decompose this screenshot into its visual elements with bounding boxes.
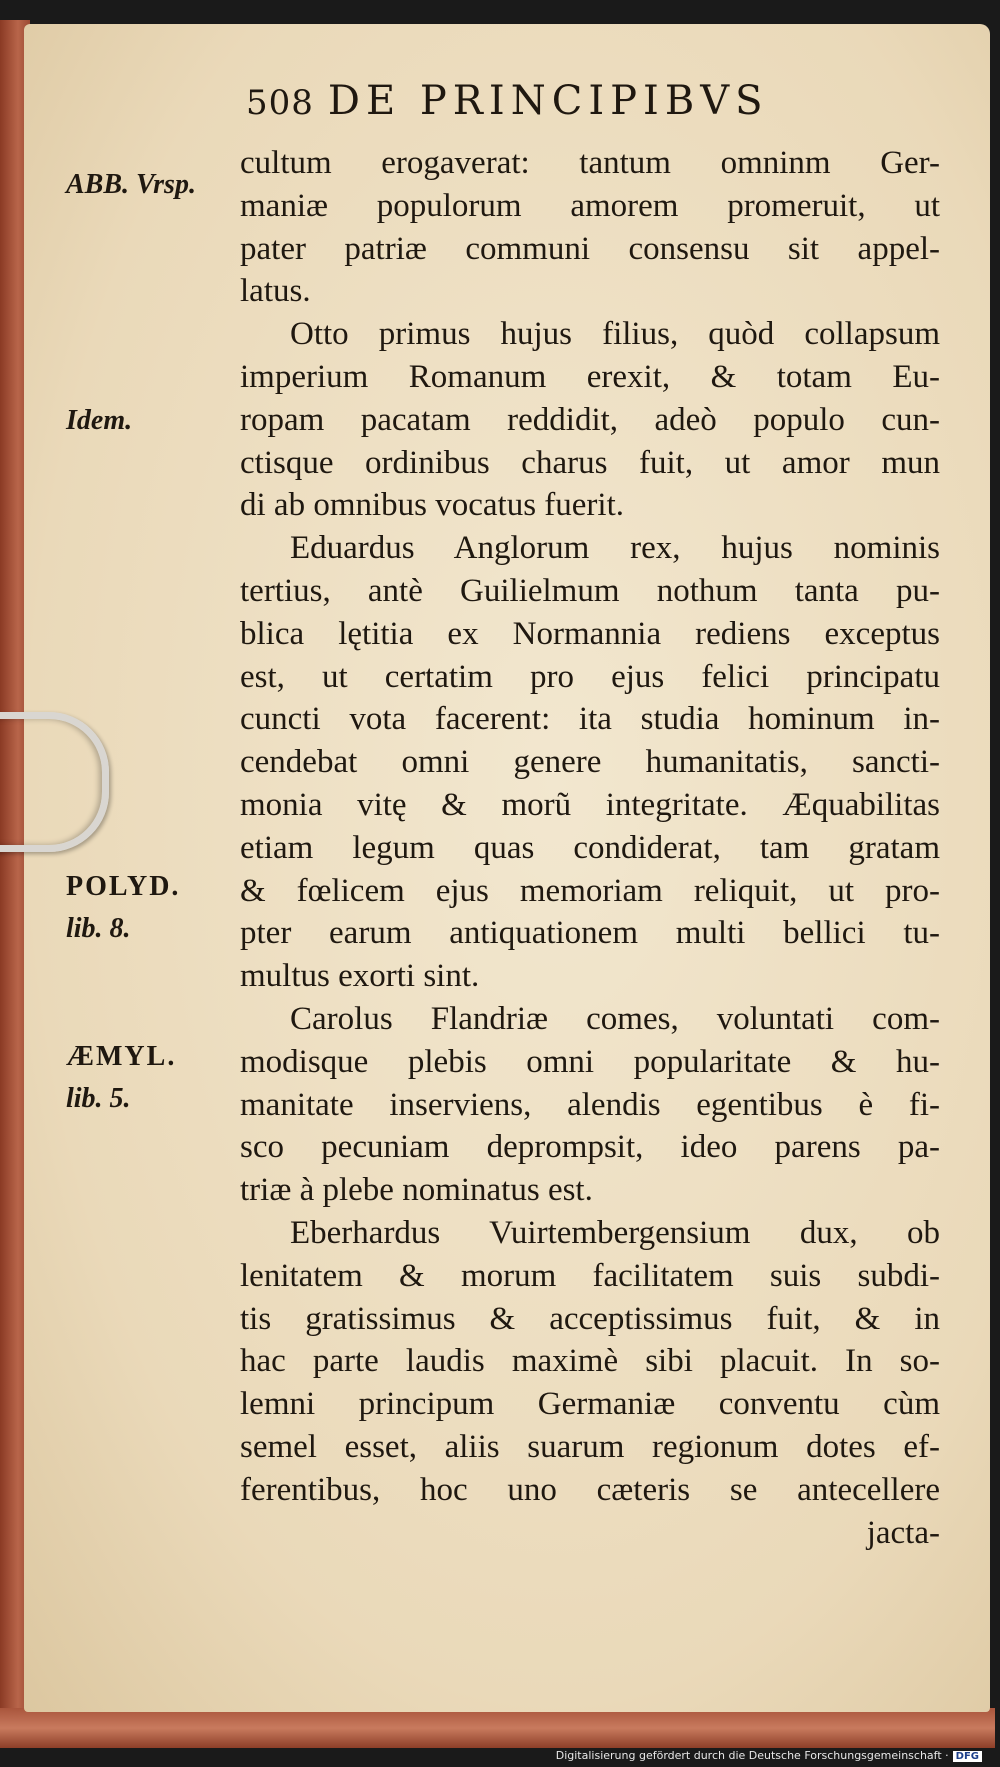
text-line: cendebat omni genere humanitatis, sancti- bbox=[240, 744, 940, 781]
text-line: hac parte laudis maximè sibi placuit. In so- bbox=[240, 1343, 940, 1380]
text-line: Eduardus Anglorum rex, hujus nominis bbox=[290, 530, 940, 567]
text-line: est, ut certatim pro ejus felici principatu bbox=[240, 658, 940, 695]
text-line: modisque plebis omni popularitate & hu- bbox=[240, 1043, 940, 1080]
text-line: etiam legum quas condiderat, tam gratam bbox=[240, 829, 940, 866]
text-line: & fœlicem ejus memoriam reliquit, ut pro- bbox=[240, 872, 940, 909]
text-line: multus exorti sint. bbox=[240, 958, 480, 995]
marginal-note-idem: Idem. bbox=[66, 405, 133, 436]
page-number: 508 bbox=[246, 83, 314, 123]
credit-text: Digitalisierung gefördert durch die Deutsche Forschungsgemeinschaft · bbox=[555, 1749, 949, 1762]
text-line: ferentibus, hoc uno cæteris se antecellere bbox=[240, 1471, 940, 1508]
text-line: pater patriæ communi consensu sit appel- bbox=[240, 230, 940, 267]
text-line: semel esset, aliis suarum regionum dotes ef- bbox=[240, 1428, 940, 1465]
catchword: jacta- bbox=[866, 1514, 940, 1551]
body-text bbox=[240, 142, 940, 1554]
text-line: Eberhardus Vuirtembergensium dux, ob bbox=[290, 1214, 940, 1251]
text-line: cuncti vota facerent: ita studia hominum in- bbox=[240, 701, 940, 738]
text-line: lemni principum Germaniæ conventu cùm bbox=[240, 1386, 940, 1423]
book-cover-edge-bottom bbox=[0, 1708, 995, 1748]
text-line: latus. bbox=[240, 273, 311, 310]
running-title: DE PRINCIPIBVS bbox=[327, 78, 769, 124]
text-line: sco pecuniam deprompsit, ideo parens pa- bbox=[240, 1129, 940, 1166]
text-line: lenitatem & morum facilitatem suis subdi- bbox=[240, 1257, 940, 1294]
text-line: triæ à plebe nominatus est. bbox=[240, 1172, 593, 1209]
text-line: Otto primus hujus filius, quòd collapsum bbox=[290, 316, 940, 353]
text-line: monia vitę & morũ integritate. Æquabilitas bbox=[240, 786, 940, 823]
dfg-logo: DFG bbox=[953, 1751, 982, 1762]
marginal-note-aemyl: ÆMYL. lib. 5. bbox=[66, 1041, 177, 1114]
text-line: Carolus Flandriæ comes, voluntati com- bbox=[290, 1000, 940, 1037]
digitization-credit bbox=[556, 1749, 982, 1762]
marginal-note-abb-ursp: ABB. Vrsp. bbox=[66, 169, 196, 200]
text-line: di ab omnibus vocatus fuerit. bbox=[240, 487, 625, 524]
paper-clip bbox=[0, 712, 109, 852]
text-line: ctisque ordinibus charus fuit, ut amor mun bbox=[240, 444, 940, 481]
text-line: tertius, antè Guilielmum nothum tanta pu- bbox=[240, 572, 940, 609]
running-head bbox=[246, 78, 936, 124]
text-line: blica lętitia ex Normannia rediens exceptus bbox=[240, 615, 940, 652]
text-line: pter earum antiquationem multi bellici tu- bbox=[240, 915, 940, 952]
text-line: manitate inserviens, alendis egentibus è fi- bbox=[240, 1086, 940, 1123]
text-line: imperium Romanum erexit, & totam Eu- bbox=[240, 358, 940, 395]
text-line: maniæ populorum amorem promeruit, ut bbox=[240, 187, 940, 224]
text-line: cultum erogaverat: tantum omninm Ger- bbox=[240, 145, 940, 181]
text-line: ropam pacatam reddidit, adeò populo cun- bbox=[240, 401, 940, 438]
marginal-note-polyd: POLYD. lib. 8. bbox=[66, 871, 181, 944]
text-line: tis gratissimus & acceptissimus fuit, & in bbox=[240, 1300, 940, 1337]
